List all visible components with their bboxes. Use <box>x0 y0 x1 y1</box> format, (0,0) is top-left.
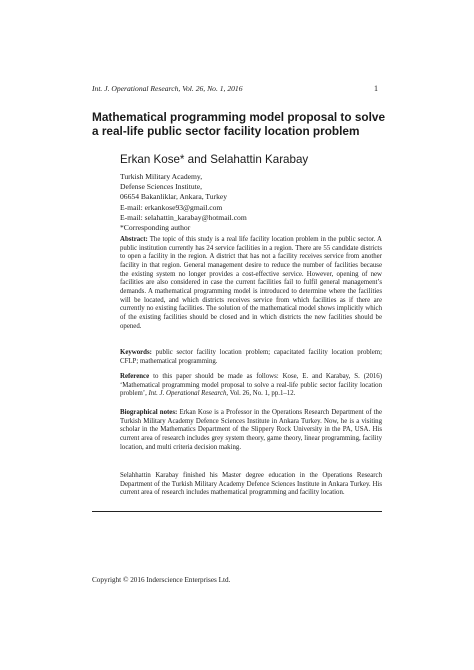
reference-text: to this paper should be made as follows: Kose, E. and Karabay, S. (2016) ‘Mathematical programming model proposal to solve a real-life public sector facility location problem’, <box>120 373 382 398</box>
affiliation <box>120 172 382 233</box>
abstract-text: The topic of this study is a real life facility location problem in the public sector. A public institution currently has 24 service facilities in a region. There are 55 candidate districts to open a facility in the region. A district that has not a facility receives service from another facility in that region. General management desire to reduce the number of facilities because the existing system no longer provides a cost-effective service. However, opening of new facilities are also considered in case the current facilities fail to fulfil general management’s demands. A mathematical programming model is introduced to determine where the facilities will be located, and which districts receives service from which facilities as if there are currently no existing facilities. The solution of the mathematical model shows implicitly which of the existing facilities should be closed and in which districts the new facilities should be opened. <box>120 236 383 330</box>
authors: Erkan Kose* and Selahattin Karabay <box>120 153 309 166</box>
bio-label: Biographical notes: <box>120 409 178 416</box>
bio-text-2: Selahhattin Karabay finished his Master degree education in the Operations Research Department of the Turkish Military Academy Defence Sciences Institute in Ankara Turkey. His current area of research includes mathematical programming and facility location. <box>120 472 382 497</box>
keywords-text: public sector facility location problem; capacitated facility location problem; CFLP; mathematical programming. <box>120 349 382 365</box>
abstract <box>120 236 382 331</box>
affiliation-line: 06654 Bakanliklar, Ankara, Turkey <box>120 192 228 202</box>
reference-text-end: , Vol. 26, No. 1, pp.1–12. <box>226 390 296 398</box>
page-number: 1 <box>374 84 378 93</box>
copyright: Copyright © 2016 Inderscience Enterprises Ltd. <box>92 576 231 584</box>
keywords <box>120 349 382 366</box>
keywords-label: Keywords: <box>120 349 152 356</box>
biographical-notes-2 <box>120 472 382 498</box>
reference-journal: Int. J. Operational Research <box>148 390 227 398</box>
email-line: E-mail: selahattin_karabay@hotmail.com <box>120 212 247 222</box>
corresponding-note: *Corresponding author <box>120 223 191 233</box>
paper-title: Mathematical programming model proposal to solve a real-life public sector facility location problem <box>92 110 386 138</box>
biographical-notes <box>120 409 382 452</box>
running-header: Int. J. Operational Research, Vol. 26, No. 1, 2016 <box>92 84 243 93</box>
bio-text: Erkan Kose is a Professor in the Operations Research Department of the Turkish Military Academy Defence Sciences Institute in Ankara Turkey. Now, he is a visiting scholar in the Mathematics Department of the Slippery Rock University in the PA, USA. His current area of research includes grey system theory, game theory, linear programming, facility location, and multi criteria decision making. <box>120 409 383 451</box>
reference-label: Reference <box>120 373 150 380</box>
reference <box>120 373 382 399</box>
abstract-label: Abstract: <box>120 236 148 243</box>
email-line: E-mail: erkankose93@gmail.com <box>120 202 223 212</box>
divider <box>92 511 382 512</box>
affiliation-line: Turkish Military Academy, <box>120 172 203 181</box>
affiliation-line: Defense Sciences Institute, <box>120 182 203 192</box>
